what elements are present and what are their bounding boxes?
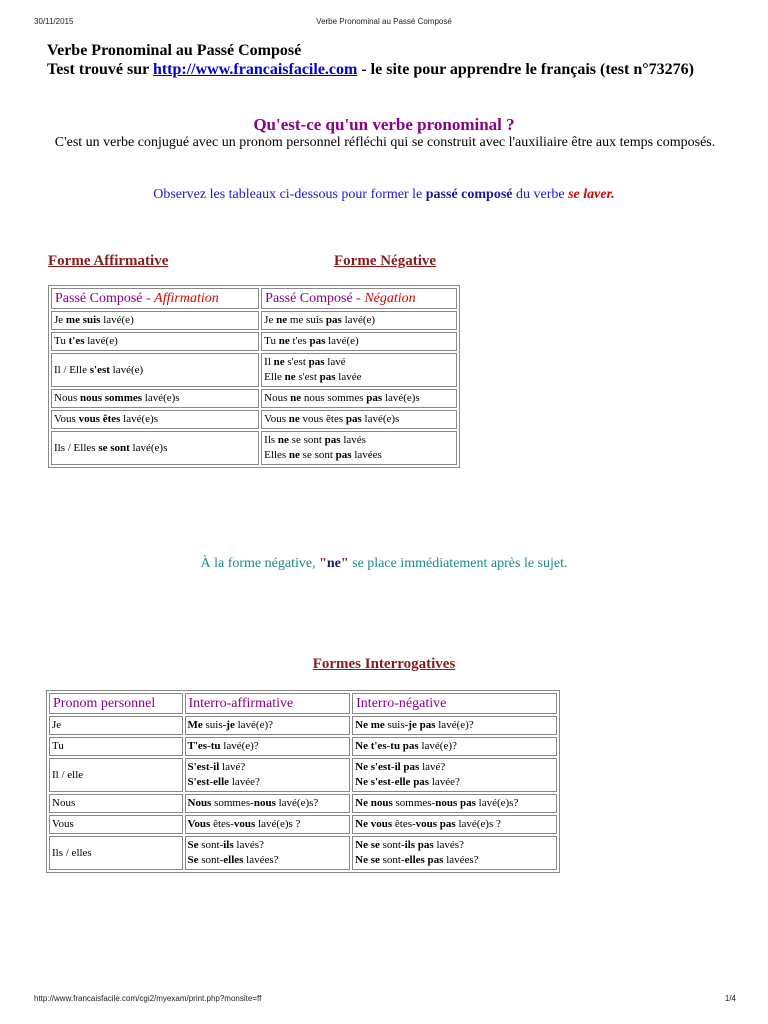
cell-line xyxy=(355,853,554,868)
negation-note xyxy=(0,556,768,572)
cell-line xyxy=(54,412,256,427)
source-suffix: - le site pour apprendre le français (test n°73276) xyxy=(357,61,694,78)
section-affirmative: Forme Affirmative xyxy=(48,253,169,269)
text-fragment: Vous xyxy=(54,413,79,425)
bold-fragment: je xyxy=(226,719,235,731)
section-negative: Forme Négative xyxy=(334,253,437,269)
bold-fragment: vous pas xyxy=(415,818,456,830)
text-fragment: sont- xyxy=(198,854,224,866)
text-fragment: Elle xyxy=(264,371,285,383)
bold-fragment: ils pas xyxy=(404,839,434,851)
negation-cell xyxy=(261,431,457,465)
text-fragment: lavé(e)? xyxy=(234,719,274,731)
bold-fragment: tu pas xyxy=(390,740,419,752)
text-fragment: lavé? xyxy=(219,761,246,773)
bold-fragment: se sont xyxy=(98,441,130,454)
bold-fragment: Se xyxy=(187,854,199,866)
text-fragment: se sont xyxy=(288,434,325,446)
affirmation-cell xyxy=(51,431,259,465)
bold-fragment: ne xyxy=(278,335,290,347)
text-fragment: lavé(e) xyxy=(84,335,118,347)
text-fragment: lavée? xyxy=(429,776,460,788)
bold-fragment: vous êtes xyxy=(78,413,121,425)
bold-fragment: pas xyxy=(335,449,352,461)
text-fragment: lavés? xyxy=(233,839,264,851)
site-link[interactable]: http://www.francaisfacile.com xyxy=(152,61,358,78)
text-fragment: lavées xyxy=(351,449,382,461)
text-fragment: lavés xyxy=(340,434,366,446)
bold-fragment: ne xyxy=(284,371,296,383)
table-row xyxy=(51,332,457,351)
table-row xyxy=(49,794,557,813)
text-fragment: lavés? xyxy=(433,839,464,851)
text-fragment: êtes- xyxy=(210,818,234,830)
cell-line xyxy=(54,363,256,378)
bold-fragment: Me xyxy=(187,719,203,731)
print-date: 30/11/2015 xyxy=(34,17,74,26)
bold-fragment: Se xyxy=(187,839,199,851)
header-pronom: Pronom personnel xyxy=(49,693,183,714)
cell-line xyxy=(355,838,554,853)
interro-negative-cell xyxy=(352,716,557,735)
text-fragment: lavées? xyxy=(443,854,479,866)
text-fragment: sommes- xyxy=(211,797,254,809)
header-neg-prefix: Passé Composé - xyxy=(265,291,365,306)
cell-line xyxy=(188,760,348,775)
negation-cell xyxy=(261,353,457,387)
text-fragment: lavé(e) xyxy=(325,335,359,347)
text-fragment: lavée xyxy=(335,371,362,383)
pronoun-cell: Vous xyxy=(49,815,183,834)
print-page-title: Verbe Pronominal au Passé Composé xyxy=(316,17,452,26)
interro-affirmative-cell xyxy=(185,836,351,870)
question-heading: Qu'est-ce qu'un verbe pronominal ? xyxy=(253,115,515,134)
bold-fragment: ne xyxy=(290,392,302,404)
bold-fragment: Ne vous xyxy=(355,818,393,830)
bold-fragment: ne xyxy=(288,413,300,425)
cell-line xyxy=(54,391,256,406)
bold-fragment: nous sommes xyxy=(79,392,143,404)
note-post: se place immédiatement après le sujet. xyxy=(348,556,568,571)
bold-fragment: Ne se xyxy=(355,839,380,851)
table-row xyxy=(49,815,557,834)
text-fragment: Je xyxy=(264,314,277,326)
table-row xyxy=(49,836,557,870)
bold-fragment: pas xyxy=(308,356,325,368)
bold-fragment: S'est xyxy=(187,761,210,773)
text-fragment: Nous xyxy=(54,392,80,404)
text-fragment: Elles xyxy=(264,449,289,461)
source-prefix: Test trouvé sur xyxy=(47,61,153,78)
bold-fragment: pas xyxy=(309,335,326,347)
negation-cell xyxy=(261,332,457,351)
bold-fragment: me suis xyxy=(65,314,101,326)
passe-compose-table xyxy=(48,285,460,468)
text-fragment: lavées? xyxy=(243,854,279,866)
bold-fragment: ne xyxy=(277,434,289,446)
cell-line xyxy=(355,775,554,790)
text-fragment: sommes- xyxy=(392,797,436,809)
cell-line xyxy=(264,412,454,427)
text-fragment: lavé(e)? xyxy=(435,719,474,731)
text-fragment: lavé(e)s ? xyxy=(255,818,301,830)
text-fragment: t'es xyxy=(289,335,310,347)
text-fragment: - xyxy=(207,740,211,752)
text-fragment: sont- xyxy=(379,839,405,851)
cell-line xyxy=(355,796,554,811)
pronoun-cell: Tu xyxy=(49,737,183,756)
text-fragment: lavé xyxy=(324,356,346,368)
interro-affirmative-cell xyxy=(185,815,351,834)
text-fragment: sont- xyxy=(198,839,224,851)
note-quote-open: " xyxy=(319,556,327,571)
text-fragment: lavé(e)s xyxy=(120,413,158,425)
header-interro-negative: Interro-négative xyxy=(352,693,557,714)
text-fragment: lavé(e)? xyxy=(418,740,457,752)
cell-line xyxy=(355,760,554,775)
header-aff-prefix: Passé Composé - xyxy=(55,291,155,306)
cell-line xyxy=(188,817,348,832)
bold-fragment: ne xyxy=(288,449,300,461)
table-row xyxy=(51,410,457,429)
cell-line xyxy=(264,334,454,349)
table-row xyxy=(49,716,557,735)
table-row xyxy=(51,353,457,387)
text-fragment: lavé(e)s? xyxy=(475,797,519,809)
cell-line xyxy=(188,739,348,754)
interro-negative-cell xyxy=(352,836,557,870)
bold-fragment: Ne nous xyxy=(355,797,393,809)
affirmation-cell xyxy=(51,410,259,429)
bold-fragment: pas xyxy=(324,434,341,446)
cell-line xyxy=(54,334,256,349)
interro-negative-cell xyxy=(352,737,557,756)
bold-fragment: elles pas xyxy=(404,854,444,866)
source-line xyxy=(47,60,694,79)
table-header-row xyxy=(51,288,457,309)
bold-fragment: t'es xyxy=(68,335,85,347)
bold-fragment: pas xyxy=(319,371,336,383)
text-fragment: lavée? xyxy=(229,776,260,788)
pronoun-cell: Je xyxy=(49,716,183,735)
cell-line xyxy=(264,370,454,385)
text-fragment: Vous xyxy=(264,413,289,425)
text-fragment: suis- xyxy=(384,719,409,731)
cell-line xyxy=(264,433,454,448)
bold-fragment: Ne s'est xyxy=(355,776,391,788)
text-fragment: lavé(e)s xyxy=(129,441,168,454)
bold-fragment: je pas xyxy=(408,719,436,731)
text-fragment: s'est xyxy=(284,356,309,368)
observe-pre: Observez les tableaux ci-dessous pour former le xyxy=(153,187,426,202)
header-aff-word: Affirmation xyxy=(154,291,219,306)
bold-fragment: T'es xyxy=(187,740,208,752)
text-fragment: vous êtes xyxy=(299,413,346,425)
bold-fragment: il xyxy=(213,761,220,773)
affirmation-cell xyxy=(51,311,259,330)
text-fragment: Tu xyxy=(54,335,69,347)
interro-affirmative-cell xyxy=(185,716,351,735)
text-fragment: êtes- xyxy=(392,818,416,830)
affirmation-cell xyxy=(51,353,259,387)
text-fragment: - xyxy=(390,761,395,773)
cell-line xyxy=(188,838,348,853)
definition-text: C'est un verbe conjugué avec un pronom personnel réfléchi qui se construit avec l'auxiliaire être aux temps composés. xyxy=(54,135,716,150)
observe-verb: se laver. xyxy=(568,187,615,202)
text-fragment: lavé(e)s xyxy=(382,392,420,404)
note-pre: À la forme négative, xyxy=(200,556,320,571)
interrogative-table xyxy=(46,690,560,873)
text-fragment: Il xyxy=(264,356,274,368)
text-fragment: - xyxy=(390,776,395,788)
pronoun-cell: Ils / elles xyxy=(49,836,183,870)
bold-fragment: elles xyxy=(223,854,244,866)
observe-mid: du verbe xyxy=(512,187,569,202)
bold-fragment: Ne me xyxy=(355,719,385,731)
observe-bold: passé composé xyxy=(425,187,513,202)
interro-affirmative-cell xyxy=(185,758,351,792)
cell-line xyxy=(264,448,454,463)
negation-cell xyxy=(261,389,457,408)
text-fragment: - xyxy=(209,776,214,788)
text-fragment: lavé(e)s xyxy=(142,392,180,404)
text-fragment: lavé(e) xyxy=(100,314,134,326)
bold-fragment: S'est xyxy=(187,776,210,788)
interro-affirmative-cell xyxy=(185,737,351,756)
page-number: 1/4 xyxy=(724,994,736,1003)
text-fragment: lavé(e) xyxy=(341,314,376,326)
header-affirmation xyxy=(51,288,259,309)
bold-fragment: elle xyxy=(213,776,230,788)
bold-fragment: pas xyxy=(345,413,362,425)
text-fragment: - xyxy=(386,740,391,752)
interro-affirmative-cell xyxy=(185,794,351,813)
text-fragment: Ils / Elles xyxy=(54,441,99,454)
text-fragment: Nous xyxy=(264,392,291,404)
cell-line xyxy=(264,391,454,406)
table-row xyxy=(49,758,557,792)
header-negation xyxy=(261,288,457,309)
section-interrogative: Formes Interrogatives xyxy=(312,656,456,672)
interro-negative-cell xyxy=(352,794,557,813)
bold-fragment: il pas xyxy=(394,761,420,773)
text-fragment: - xyxy=(209,761,214,773)
table-header-row xyxy=(49,693,557,714)
negation-cell xyxy=(261,410,457,429)
observe-instruction xyxy=(0,187,768,203)
bold-fragment: Vous xyxy=(187,818,211,830)
note-ne: ne xyxy=(326,556,341,571)
text-fragment: suis- xyxy=(202,719,227,731)
affirmation-cell xyxy=(51,332,259,351)
text-fragment: lavé(e) xyxy=(109,363,144,376)
text-fragment: s'est xyxy=(295,371,320,383)
cell-line xyxy=(54,441,256,456)
bold-fragment: nous xyxy=(253,797,276,809)
bold-fragment: tu xyxy=(210,740,221,752)
cell-line xyxy=(264,313,454,328)
header-neg-word: Négation xyxy=(364,291,416,306)
text-fragment: me suis xyxy=(287,314,326,326)
text-fragment: lavé(e)? xyxy=(220,740,259,752)
text-fragment: Tu xyxy=(264,335,279,347)
header-interro-affirmative: Interro-affirmative xyxy=(185,693,351,714)
text-fragment: lavé(e)s ? xyxy=(455,818,501,830)
negation-cell xyxy=(261,311,457,330)
text-fragment: lavé(e)s xyxy=(361,413,400,425)
interro-negative-cell xyxy=(352,758,557,792)
text-fragment: lavé? xyxy=(419,761,446,773)
cell-line xyxy=(355,739,554,754)
text-fragment: Ils xyxy=(264,434,278,446)
cell-line xyxy=(188,775,348,790)
document-title xyxy=(47,41,694,79)
text-fragment: Je xyxy=(54,314,66,326)
cell-line xyxy=(355,718,554,733)
bold-fragment: ne xyxy=(273,356,285,368)
print-url: http://www.francaisfacile.com/cgi2/myexam/print.php?monsite=ff xyxy=(34,994,262,1003)
pronoun-cell: Il / elle xyxy=(49,758,183,792)
cell-line xyxy=(54,313,256,328)
cell-line xyxy=(264,355,454,370)
note-quote-close: " xyxy=(340,556,349,571)
text-fragment: se sont xyxy=(299,449,336,461)
bold-fragment: s'est xyxy=(89,363,110,376)
interro-negative-cell xyxy=(352,815,557,834)
bold-fragment: pas xyxy=(366,392,383,404)
cell-line xyxy=(188,796,348,811)
bold-fragment: elle pas xyxy=(394,776,430,788)
table-row xyxy=(49,737,557,756)
text-fragment: sont- xyxy=(379,854,405,866)
table-row xyxy=(51,389,457,408)
bold-fragment: nous pas xyxy=(435,797,476,809)
bold-fragment: ne xyxy=(276,314,288,326)
cell-line xyxy=(355,817,554,832)
bold-fragment: Ne s'est xyxy=(355,761,391,773)
title-line: Verbe Pronominal au Passé Composé xyxy=(47,42,302,59)
table-row xyxy=(51,431,457,465)
cell-line xyxy=(188,853,348,868)
bold-fragment: pas xyxy=(325,314,342,326)
bold-fragment: Ne se xyxy=(355,854,380,866)
bold-fragment: ils xyxy=(223,839,234,851)
bold-fragment: Ne t'es xyxy=(355,740,387,752)
cell-line xyxy=(188,718,348,733)
text-fragment: nous sommes xyxy=(301,392,367,404)
pronoun-cell: Nous xyxy=(49,794,183,813)
bold-fragment: vous xyxy=(233,818,256,830)
text-fragment: lavé(e)s? xyxy=(275,797,319,809)
affirmation-cell xyxy=(51,389,259,408)
table-row xyxy=(51,311,457,330)
bold-fragment: Nous xyxy=(187,797,212,809)
text-fragment: Il / Elle xyxy=(54,363,90,376)
